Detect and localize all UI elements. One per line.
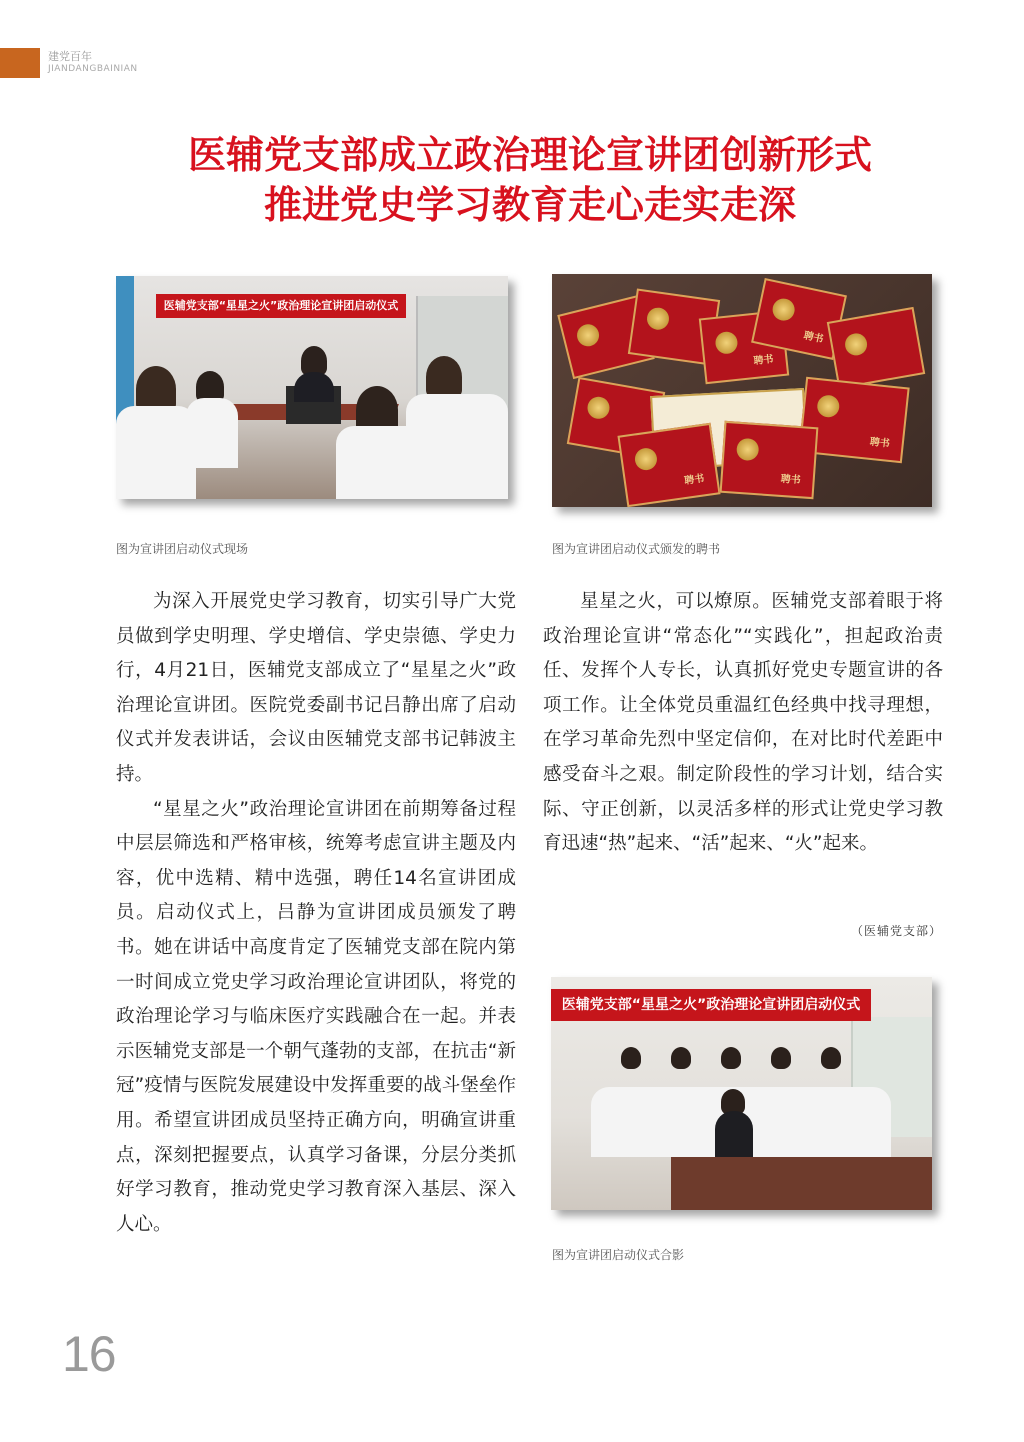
ceremony-scene-photo — [116, 276, 508, 499]
photo-banner: 医辅党支部“星星之火”政治理论宣讲团启动仪式 — [551, 989, 871, 1021]
certificate: 聘书 — [751, 278, 847, 360]
certificate: 聘书 — [798, 377, 909, 463]
back-row — [611, 1047, 871, 1092]
page-number: 16 — [62, 1326, 116, 1382]
attendee-coat — [116, 406, 196, 499]
table — [671, 1157, 932, 1210]
photo-caption: 图为宣讲团启动仪式合影 — [552, 1248, 685, 1262]
attendee-head — [426, 356, 462, 398]
photo-banner: 医辅党支部“星星之火”政治理论宣讲团启动仪式 — [156, 294, 406, 318]
author-signature: （医辅党支部） — [850, 924, 942, 938]
paragraph: “星星之火”政治理论宣讲团在前期筹备过程中层层筛选和严格审核，统筹考虑宣讲主题及内容，优中选精、精中选强，聘任14名宣讲团成员。启动仪式上，吕静为宣讲团成员颁发了聘书。她在讲话中高度肯定了医辅党支部在院内第一时间成立党史学习政治理论宣讲团队，将党的政治理论学习与临床医疗实践融合在一起。并表示医辅党支部是一个朝气蓬勃的支部，在抗击“新冠”疫情与医院发展建设中发挥重要的战斗堡垒作用。希望宣讲团成员坚持正确方向，明确宣讲重点，深刻把握要点，认真学习备课，分层分类抓好学习教育，推动党史学习教育深入基层、深入人心。 — [116, 798, 516, 1235]
article-title — [100, 130, 960, 230]
section-name-en: JIANDANGBAINIAN — [48, 64, 138, 74]
article-body-right — [543, 585, 943, 862]
certificate — [827, 307, 925, 389]
paragraph: 星星之火，可以燎原。医辅党支部着眼于将政治理论宣讲“常态化”“实践化”，担起政治责任、发挥个人专长，认真抓好党史专题宣讲的各项工作。让全体党员重温红色经典中找寻理想，在学习革命先烈中坚定信仰，在对比时代差距中感受奋斗之艰。制定阶段性的学习计划，结合实际、守正创新，以灵活多样的形式让党史学习教育迅速“热”起来、“活”起来、“火”起来。 — [543, 591, 943, 855]
speaker-body — [294, 372, 334, 402]
attendee-coat — [186, 398, 238, 468]
attendee-coat — [336, 426, 426, 499]
section-name-cn: 建党百年 — [48, 50, 92, 63]
section-color-bar — [0, 48, 40, 78]
title-line-2: 推进党史学习教育走心走实走深 — [263, 182, 796, 227]
group-photo — [551, 977, 932, 1210]
photo-caption: 图为宣讲团启动仪式现场 — [116, 542, 249, 556]
certificate: 聘书 — [617, 423, 720, 507]
certificates-photo — [552, 274, 932, 507]
paragraph: 为深入开展党史学习教育，切实引导广大党员做到学史明理、学史增信、学史崇德、学史力行，4月21日，医辅党支部成立了“星星之火”政治理论宣讲团。医院党委副书记吕静出席了启动仪式并发表讲话，会议由医辅党支部书记韩波主持。 — [116, 591, 516, 785]
certificate: 聘书 — [720, 421, 819, 499]
title-line-1: 医辅党支部成立政治理论宣讲团创新形式 — [187, 132, 872, 177]
article-body-left — [116, 585, 516, 1242]
certificate: 聘书 — [699, 310, 789, 384]
photo-caption: 图为宣讲团启动仪式颁发的聘书 — [552, 542, 721, 556]
section-header — [48, 50, 138, 76]
